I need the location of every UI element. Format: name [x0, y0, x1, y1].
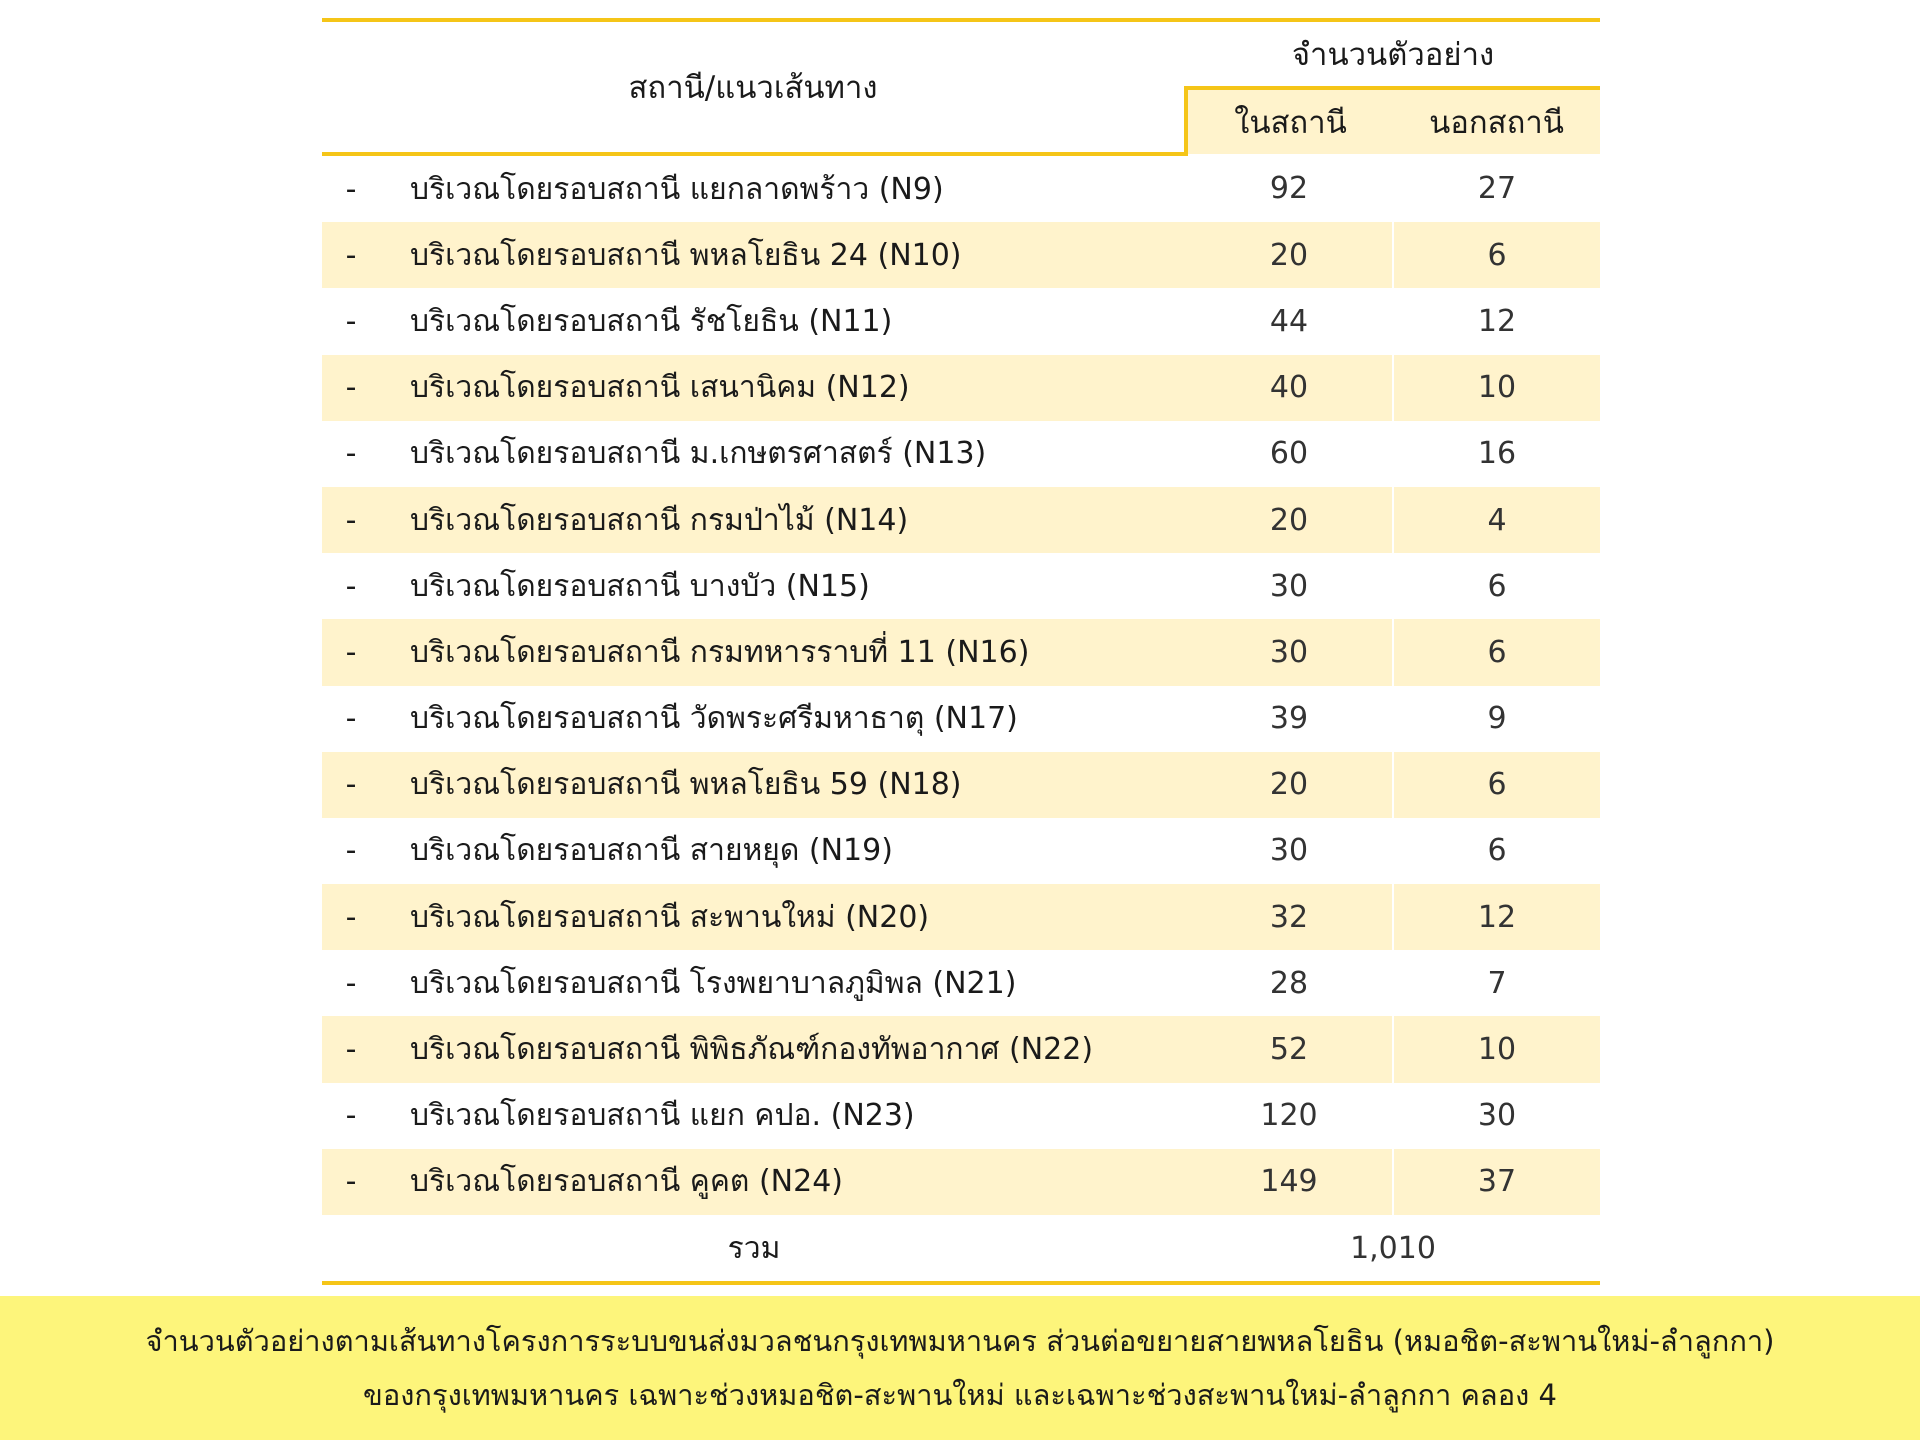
header-in-station: ในสถานี: [1186, 88, 1393, 154]
in-station-count: 20: [1186, 222, 1393, 288]
out-station-count: 7: [1393, 950, 1600, 1016]
table-row: [322, 487, 1600, 553]
caption-line-1: จำนวนตัวอย่างตามเส้นทางโครงการระบบขนส่งมวลชนกรุงเทพมหานคร ส่วนต่อขยายสายพหลโยธิน (หมอชิต-สะพานใหม่-ลำลูกกา): [145, 1324, 1775, 1358]
table-row: [322, 222, 1600, 288]
header-sample-count: จำนวนตัวอย่าง: [1186, 22, 1600, 88]
out-station-count: 6: [1393, 752, 1600, 818]
out-station-count: 6: [1393, 553, 1600, 619]
row-dash: -: [322, 222, 380, 288]
table-row: [322, 1083, 1600, 1149]
row-dash: -: [345, 1098, 357, 1134]
table-row: [322, 1149, 1600, 1215]
out-station-count: 4: [1393, 487, 1600, 553]
in-station-count: 30: [1186, 619, 1393, 685]
total-row: [322, 1215, 1600, 1283]
in-station-count: 60: [1269, 436, 1309, 472]
in-station-count: 44: [1269, 303, 1309, 339]
table-row: [322, 355, 1600, 421]
table-row: [322, 288, 1600, 354]
table-row: [322, 1016, 1600, 1082]
station-name-cell: บริเวณโดยรอบสถานี สายหยุด (N19): [410, 833, 893, 869]
header-out-station: นอกสถานี: [1393, 88, 1600, 154]
station-name-cell: บริเวณโดยรอบสถานี พิพิธภัณฑ์กองทัพอากาศ (N22): [380, 1016, 1186, 1082]
row-dash: -: [345, 436, 357, 472]
station-name-cell: บริเวณโดยรอบสถานี รัชโยธิน (N11): [410, 303, 893, 339]
header-station-route: สถานี/แนวเส้นทาง: [322, 22, 1186, 154]
sample-count-table-container: [322, 18, 1600, 1285]
caption-line-2: ของกรุงเทพมหานคร เฉพาะช่วงหมอชิต-สะพานใหม่ และเฉพาะช่วงสะพานใหม่-ลำลูกกา คลอง 4: [363, 1378, 1557, 1412]
out-station-count: 30: [1393, 1083, 1600, 1149]
table-row: [322, 154, 1600, 222]
station-name-cell: บริเวณโดยรอบสถานี เสนานิคม (N12): [380, 355, 1186, 421]
row-dash: -: [322, 884, 380, 950]
out-station-count: 9: [1393, 686, 1600, 752]
row-dash: -: [322, 619, 380, 685]
row-dash: -: [345, 833, 357, 869]
out-station-count: 6: [1393, 619, 1600, 685]
table-row: [322, 950, 1600, 1016]
row-dash: -: [345, 171, 357, 207]
in-station-count: 52: [1186, 1016, 1393, 1082]
station-name-cell: บริเวณโดยรอบสถานี พหลโยธิน 24 (N10): [380, 222, 1186, 288]
row-dash: -: [322, 1016, 380, 1082]
row-dash: -: [322, 487, 380, 553]
station-name-cell: บริเวณโดยรอบสถานี ม.เกษตรศาสตร์ (N13): [410, 436, 987, 472]
station-name-cell: บริเวณโดยรอบสถานี กรมทหารราบที่ 11 (N16): [380, 619, 1186, 685]
in-station-count: 149: [1186, 1149, 1393, 1215]
row-dash: -: [345, 701, 357, 737]
station-name-cell: บริเวณโดยรอบสถานี โรงพยาบาลภูมิพล (N21): [410, 965, 1017, 1001]
station-name-cell: บริเวณโดยรอบสถานี แยก คปอ. (N23): [410, 1098, 915, 1134]
table-caption: [0, 1296, 1920, 1440]
out-station-count: 6: [1393, 818, 1600, 884]
table-body: [322, 154, 1600, 1215]
out-station-count: 16: [1393, 421, 1600, 487]
in-station-count: 32: [1186, 884, 1393, 950]
row-dash: -: [322, 355, 380, 421]
in-station-count: 20: [1186, 487, 1393, 553]
sample-count-table: [322, 22, 1600, 1285]
in-station-count: 120: [1260, 1098, 1318, 1134]
table-row: [322, 752, 1600, 818]
in-station-count: 92: [1269, 170, 1309, 206]
out-station-count: 12: [1393, 884, 1600, 950]
in-station-count: 20: [1186, 752, 1393, 818]
out-station-count: 6: [1393, 222, 1600, 288]
row-dash: -: [322, 1149, 380, 1215]
station-name-cell: บริเวณโดยรอบสถานี บางบัว (N15): [410, 568, 870, 604]
table-row: [322, 421, 1600, 487]
station-name-cell: บริเวณโดยรอบสถานี สะพานใหม่ (N20): [380, 884, 1186, 950]
in-station-count: 28: [1269, 965, 1309, 1001]
table-row: [322, 818, 1600, 884]
station-name-cell: บริเวณโดยรอบสถานี กรมป่าไม้ (N14): [380, 487, 1186, 553]
table-row: [322, 884, 1600, 950]
out-station-count: 37: [1393, 1149, 1600, 1215]
in-station-count: 30: [1269, 568, 1309, 604]
station-name-cell: บริเวณโดยรอบสถานี คูคต (N24): [380, 1149, 1186, 1215]
station-name-cell: บริเวณโดยรอบสถานี วัดพระศรีมหาธาตุ (N17): [410, 701, 1018, 737]
in-station-count: 30: [1269, 833, 1309, 869]
row-dash: -: [345, 303, 357, 339]
out-station-count: 27: [1393, 154, 1600, 222]
station-name-cell: บริเวณโดยรอบสถานี พหลโยธิน 59 (N18): [380, 752, 1186, 818]
station-name-cell: บริเวณโดยรอบสถานี แยกลาดพร้าว (N9): [410, 171, 944, 207]
out-station-count: 10: [1393, 355, 1600, 421]
in-station-count: 39: [1269, 701, 1309, 737]
out-station-count: 12: [1393, 288, 1600, 354]
row-dash: -: [345, 965, 357, 1001]
table-row: [322, 619, 1600, 685]
total-label: รวม: [322, 1215, 1186, 1283]
row-dash: -: [322, 752, 380, 818]
in-station-count: 40: [1186, 355, 1393, 421]
table-row: [322, 553, 1600, 619]
row-dash: -: [345, 568, 357, 604]
total-value: 1,010: [1186, 1215, 1600, 1283]
table-row: [322, 686, 1600, 752]
out-station-count: 10: [1393, 1016, 1600, 1082]
